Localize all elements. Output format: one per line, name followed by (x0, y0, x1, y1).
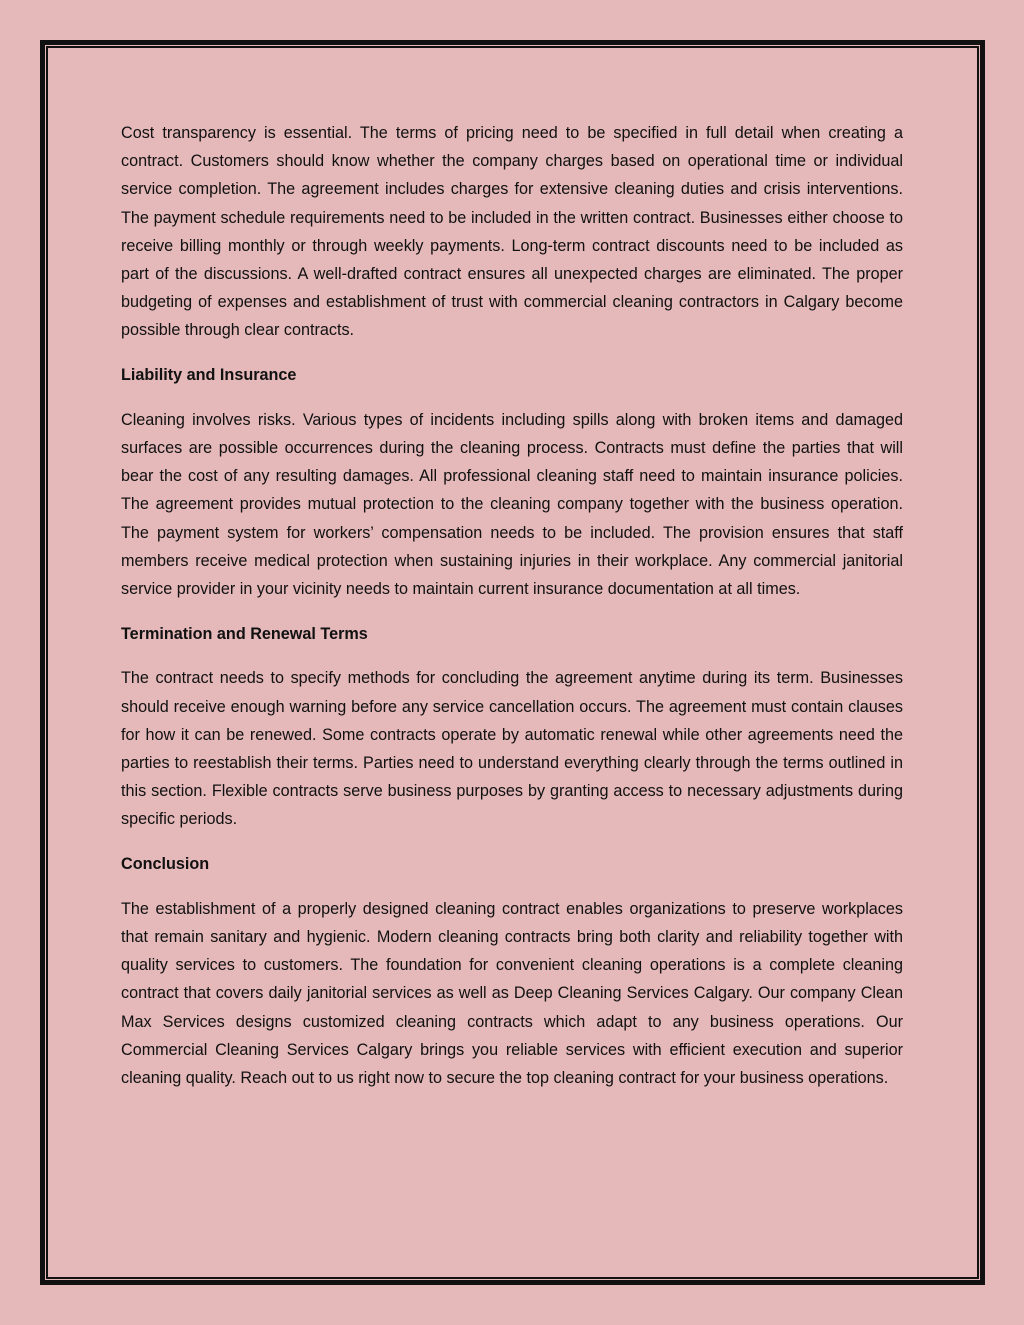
document-body (121, 119, 903, 1109)
conclusion-heading: Conclusion (121, 855, 210, 874)
termination-renewal-paragraph: The contract needs to specify methods for concluding the agreement anytime during its term. Businesses should receive enough warning before any service cancellation occurs. The agreement must contain clauses for how it can be renewed. Some contracts operate by automatic renewal while other agreements need the parties to reestablish their terms. Parties need to understand everything clearly through the terms outlined in this section. Flexible contracts serve business purposes by granting access to necessary adjustments during specific periods. (121, 669, 903, 829)
termination-renewal-heading: Termination and Renewal Terms (121, 624, 368, 643)
conclusion-paragraph: The establishment of a properly designed cleaning contract enables organizations to preserve workplaces that remain sanitary and hygienic. Modern cleaning contracts bring both clarity and reliability together with quality services to customers. The foundation for convenient cleaning operations is a complete cleaning contract that covers daily janitorial services as well as Deep Cleaning Services Calgary. Our company Clean Max Services designs customized cleaning contracts which adapt to any business operations. Our Commercial Cleaning Services Calgary brings you reliable services with efficient execution and superior cleaning quality. Reach out to us right now to secure the top cleaning contract for your business operations. (121, 899, 903, 1088)
liability-insurance-heading: Liability and Insurance (121, 366, 297, 385)
liability-insurance-paragraph: Cleaning involves risks. Various types of incidents including spills along with broken items and damaged surfaces are possible occurrences during the cleaning process. Contracts must define the parties that will bear the cost of any resulting damages. All professional cleaning staff need to maintain insurance policies. The agreement provides mutual protection to the cleaning company together with the business operation. The payment system for workers’ compensation needs to be included. The provision ensures that staff members receive medical protection when sustaining injuries in their workplace. Any commercial janitorial service provider in your vicinity needs to maintain current insurance documentation at all times. (121, 410, 903, 599)
cost-transparency-paragraph: Cost transparency is essential. The terms of pricing need to be specified in full detail when creating a contract. Customers should know whether the company charges based on operational time or individual service completion. The agreement includes charges for extensive cleaning duties and crisis interventions. The payment schedule requirements need to be included in the written contract. Businesses either choose to receive billing monthly or through weekly payments. Long-term contract discounts need to be included as part of the discussions. A well-drafted contract ensures all unexpected charges are eliminated. The proper budgeting of expenses and establishment of trust with commercial cleaning contractors in Calgary become possible through clear contracts. (121, 124, 903, 340)
